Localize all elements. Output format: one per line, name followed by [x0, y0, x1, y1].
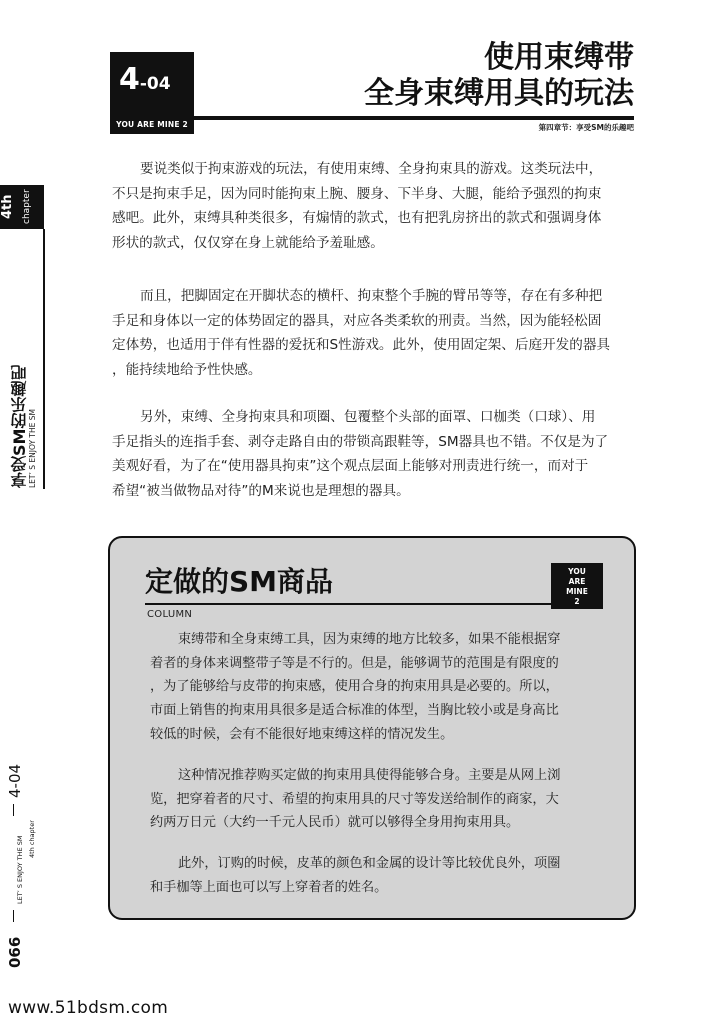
- column-line: 和手枷等上面也可以写上穿着者的姓名。: [150, 879, 388, 895]
- paragraph-1: [112, 157, 632, 256]
- paragraph-line: 手足和身体以一定的体势固定的器具，对应各类柔软的刑责。当然，因为能轻松固: [112, 312, 602, 329]
- footer-chapter: 4th chapter: [28, 820, 36, 858]
- column-paragraph-1: [150, 628, 620, 747]
- paragraph-3: [112, 405, 632, 504]
- paragraph-line: 感吧。此外，束缚具种类很多，有煽情的款式，也有把乳房挤出的款式和强调身体: [112, 210, 602, 227]
- section-number-box: [110, 52, 194, 134]
- paragraph-line: 希望“被当做物品对待”的M来说也是理想的器具。: [112, 483, 410, 500]
- badge-line: ARE: [568, 577, 586, 586]
- section-number: [119, 62, 171, 97]
- paragraph-2: [112, 284, 632, 383]
- badge-line: YOU: [568, 567, 586, 576]
- sidebar-title: 享受SM的乐趣吧: [10, 364, 29, 488]
- column-rule: [145, 603, 601, 605]
- column-badge: [551, 563, 603, 609]
- column-paragraph-3: [150, 852, 620, 899]
- section-major: 4: [119, 62, 140, 97]
- column-line: 览，把穿着者的尺寸、希望的拘束用具的尺寸等发送给制作的商家，大: [150, 791, 559, 807]
- column-line: 约两万日元（大约一千元人民币）就可以够得全身用拘束用具。: [150, 815, 520, 831]
- paragraph-line: 另外，束缚、全身拘束具和项圈、包覆整个头部的面罩、口枷类（口球）、用: [140, 409, 596, 425]
- column-line: 此外，订购的时候，皮革的颜色和金属的设计等比较优良外，项圈: [178, 856, 561, 871]
- footer-section: 4-04: [6, 763, 24, 798]
- chapter-number: 4th: [0, 194, 15, 220]
- page-title-line2: 全身束缚用具的玩法: [364, 76, 634, 111]
- section-divider: [13, 804, 14, 816]
- sidebar-english: LET’ S ENJOY THE SM: [28, 408, 37, 488]
- paragraph-line: 形状的款式，仅仅穿在身上就能给予羞耻感。: [112, 235, 384, 252]
- section-tag: YOU ARE MINE 2: [116, 120, 188, 129]
- section-minor: -04: [139, 74, 171, 94]
- paragraph-line: 要说类似于拘束游戏的玩法，有使用束缚、全身拘束具的游戏。这类玩法中，: [140, 161, 603, 177]
- page-number: 066: [6, 936, 24, 968]
- column-line: 市面上销售的拘束用具很多是适合标准的体型，当胸比较小或是身高比: [150, 703, 559, 719]
- title-subtitle: 第四章节：享受SM的乐趣吧: [538, 123, 634, 132]
- page-title-line1: 使用束缚带: [484, 40, 634, 75]
- paragraph-line: 而且，把脚固定在开脚状态的横杆、拘束整个手腕的臂吊等等，存在有多种把: [140, 288, 603, 304]
- column-line: 这种情况推荐购买定做的拘束用具使得能够合身。主要是从网上浏: [178, 768, 561, 783]
- paragraph-line: 手足指头的连指手套、剥夺走路自由的带锁高跟鞋等，SM器具也不错。不仅是为了: [112, 433, 609, 450]
- page-info-strip: [0, 740, 44, 970]
- paragraph-line: 不只是拘束手足，因为同时能拘束上腕、腰身、下半身、大腿，能给予强烈的拘束: [112, 185, 602, 202]
- column-line: ，为了能够给与皮带的拘束感，使用合身的拘束用具是必要的。所以，: [150, 679, 559, 695]
- website-url: www.51bdsm.com: [8, 998, 169, 1018]
- badge-line: 2: [574, 597, 580, 606]
- column-title: 定做的SM商品: [145, 565, 334, 598]
- paragraph-line: 美观好看，为了在“使用器具拘束”这个观点层面上能够对刑责进行统一，而对于: [112, 458, 589, 475]
- title-rule: [194, 116, 634, 120]
- page-divider: [13, 910, 14, 922]
- paragraph-line: 定体势，也适用于伴有性器的爱抚和S性游戏。此外，使用固定架、后庭开发的器具: [112, 337, 611, 354]
- footer-english: LET’ S ENJOY THE SM: [16, 835, 24, 904]
- column-line: 束缚带和全身束缚工具，因为束缚的地方比较多，如果不能根据穿: [178, 632, 561, 647]
- sidebar-rule: [43, 229, 45, 489]
- chapter-word: chapter: [22, 189, 32, 225]
- paragraph-line: ，能持续地给予性快感。: [112, 362, 262, 379]
- column-label: COLUMN: [147, 609, 193, 620]
- column-paragraph-2: [150, 764, 620, 835]
- badge-line: MINE: [566, 587, 588, 596]
- column-line: 着者的身体来调整带子等是不行的。但是，能够调节的范围是有限度的: [150, 655, 559, 671]
- column-line: 较低的时候，会有不能很好地束缚这样的情况发生。: [150, 726, 454, 742]
